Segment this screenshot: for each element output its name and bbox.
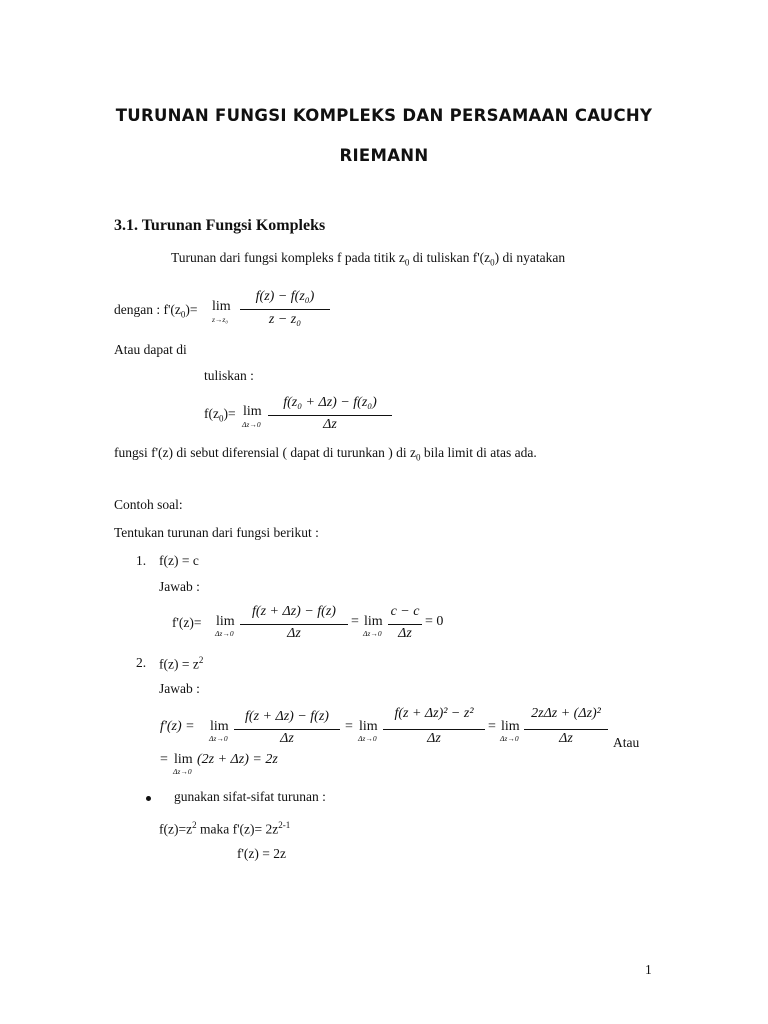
item2-lim-3: lim	[501, 719, 520, 734]
def1-numerator: f(z) − f(z₀)	[255, 289, 315, 304]
item2-line2-lim: lim	[174, 752, 193, 767]
item2-numerator-1: f(z + Δz) − f(z)	[245, 709, 329, 724]
rule-line	[159, 820, 290, 838]
title-line-2: RIEMANN	[339, 146, 429, 165]
item1-lim: lim	[216, 614, 235, 629]
item1-fraction-bar-1	[240, 624, 348, 625]
def1-fraction-bar	[240, 309, 330, 310]
rule-line-sup-2: 2-1	[278, 820, 291, 830]
item1-jawab: Jawab :	[159, 579, 200, 594]
item2-fraction-bar-2	[383, 729, 485, 730]
item2-lim-2: lim	[359, 719, 378, 734]
atau-line: Atau dapat di	[114, 342, 187, 357]
def1-lead-text: dengan : f'(z	[114, 302, 181, 317]
item1-lead: f'(z)=	[172, 615, 202, 630]
item2-jawab: Jawab :	[159, 681, 200, 696]
item1-number: 1.	[136, 553, 147, 568]
item2-function	[159, 655, 203, 673]
item2-line2-equals: =	[160, 752, 168, 767]
item2-lim-2-sub: Δz→0	[358, 734, 377, 743]
intro-text-3: ) di nyatakan	[494, 250, 566, 265]
def1-lim: lim	[212, 299, 231, 314]
instruction: Tentukan turunan dari fungsi berikut :	[114, 525, 319, 540]
item2-equals-2: =	[488, 719, 496, 734]
item1-equals: =	[351, 614, 359, 629]
item2-line2-lim-sub: Δz→0	[173, 767, 192, 776]
item2-denominator-2: Δz	[427, 731, 441, 746]
item1-numerator-1: f(z + Δz) − f(z)	[252, 604, 336, 619]
rule-line-sup-1: 2	[192, 820, 197, 830]
item2-lim: lim	[210, 719, 229, 734]
title-line-1: TURUNAN FUNGSI KOMPLEKS DAN PERSAMAAN CAUCHY	[115, 106, 653, 125]
item1-function: f(z) = c	[159, 553, 199, 568]
def2-lead-end: )=	[223, 406, 236, 421]
item1-denominator-2: Δz	[398, 626, 412, 641]
rule-line-text-2: maka f'(z)= 2z	[196, 821, 279, 837]
def1-lead-end: )=	[185, 302, 198, 317]
def2-denominator: Δz	[323, 417, 337, 432]
def2-lim: lim	[243, 404, 262, 419]
diff-statement-text-2: bila limit di atas ada.	[420, 445, 537, 460]
page-number: 1	[645, 962, 652, 977]
bullet-text: gunakan sifat-sifat turunan :	[174, 789, 326, 804]
item2-denominator-3: Δz	[559, 731, 573, 746]
intro-paragraph	[171, 250, 565, 268]
item1-lim-2: lim	[364, 614, 383, 629]
intro-sub-1: 0	[404, 257, 410, 268]
def2-lead-sub: 0	[218, 413, 224, 424]
item2-fraction-bar-3	[524, 729, 608, 730]
def1-lead	[114, 302, 198, 320]
item1-result: = 0	[425, 614, 444, 629]
diff-statement	[114, 445, 537, 463]
diff-statement-text-1: fungsi f'(z) di sebut diferensial ( dapat di turunkan ) di z	[114, 445, 416, 460]
item1-lim-2-sub: Δz→0	[363, 629, 382, 638]
item1-numerator-2: c − c	[390, 604, 420, 619]
item2-fraction-bar-1	[234, 729, 340, 730]
item2-function-sup: 2	[198, 655, 204, 665]
intro-text-2: di tuliskan f'(z	[409, 250, 491, 265]
def2-lead	[204, 406, 236, 424]
item2-numerator-2: f(z + Δz)² − z²	[394, 706, 474, 721]
item2-equals-1: =	[345, 719, 353, 734]
item1-lim-sub: Δz→0	[215, 629, 234, 638]
intro-text-1: Turunan dari fungsi kompleks f pada titik z	[171, 250, 405, 265]
def1-lead-sub: 0	[180, 309, 186, 320]
rule-result: f'(z) = 2z	[237, 846, 287, 861]
def1-lim-sub: z→z₀	[212, 315, 228, 324]
item2-lim-sub: Δz→0	[209, 734, 228, 743]
item2-lead: f'(z) =	[160, 719, 195, 734]
item2-line2-expression: (2z + Δz) = 2z	[197, 752, 278, 767]
contoh-soal: Contoh soal:	[114, 497, 183, 512]
intro-sub-2: 0	[490, 257, 495, 268]
bullet-icon	[146, 796, 151, 801]
def2-lim-sub: Δz→0	[242, 420, 261, 429]
def2-numerator: f(z₀ + Δz) − f(z₀)	[283, 395, 377, 410]
item2-numerator-3: 2zΔz + (Δz)²	[531, 706, 601, 721]
item2-denominator-1: Δz	[280, 731, 294, 746]
rule-line-text-1: f(z)=z	[159, 821, 193, 837]
item2-number: 2.	[136, 655, 147, 670]
diff-statement-sub: 0	[415, 452, 421, 463]
def2-fraction-bar	[268, 415, 392, 416]
item2-function-base: f(z) = z	[159, 656, 199, 672]
def2-lead-text: f(z	[204, 406, 219, 421]
item2-atau: Atau	[613, 735, 640, 750]
item1-fraction-bar-2	[388, 624, 422, 625]
def1-denominator: z − z₀	[268, 312, 302, 327]
item1-denominator-1: Δz	[287, 626, 301, 641]
section-heading: 3.1. Turunan Fungsi Kompleks	[114, 217, 326, 234]
item2-lim-3-sub: Δz→0	[500, 734, 519, 743]
tuliskan-line: tuliskan :	[204, 368, 254, 383]
